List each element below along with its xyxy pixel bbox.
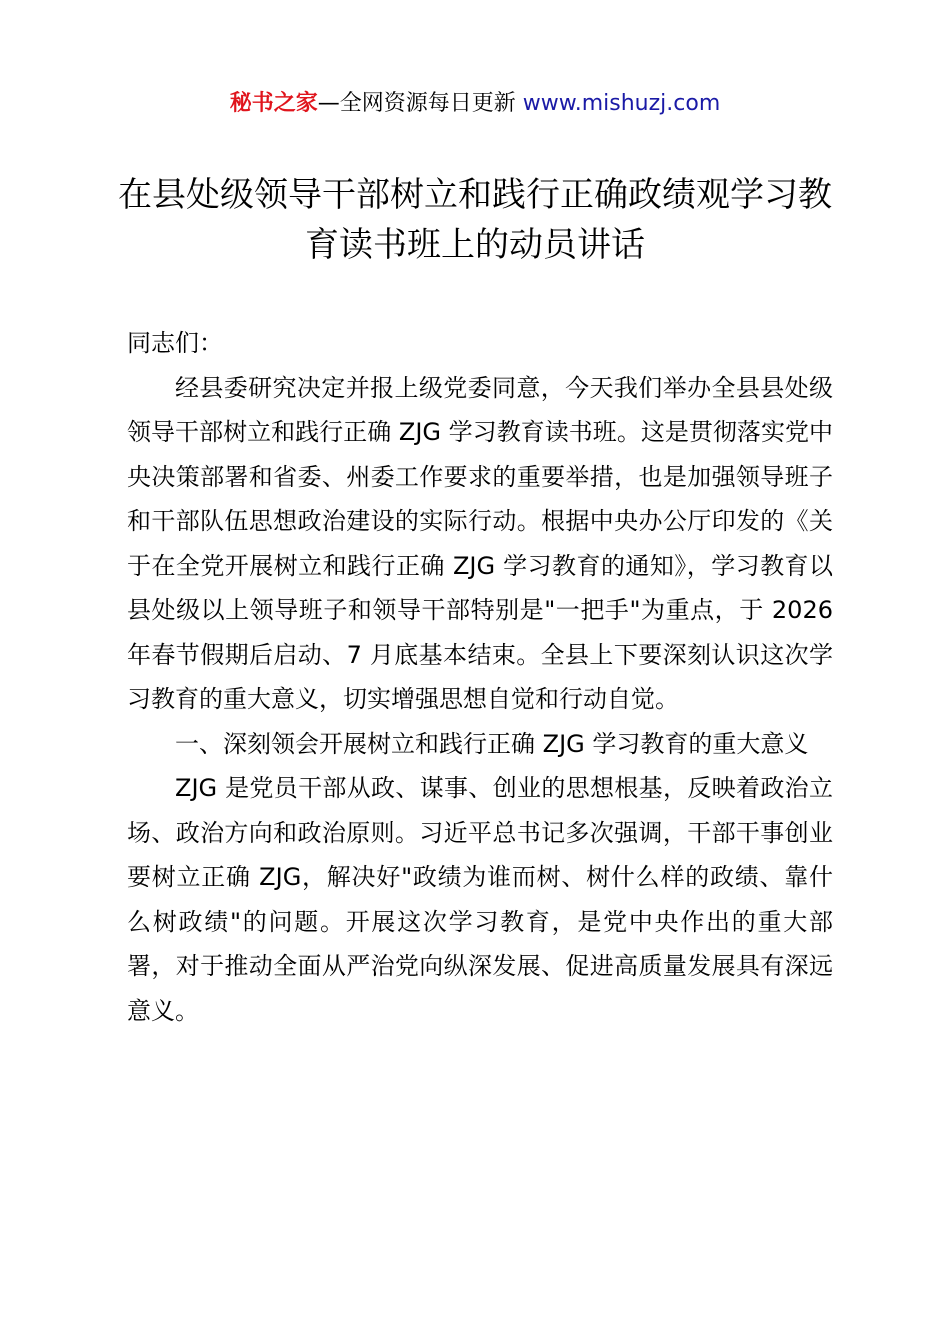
site-url-link[interactable]: www.mishuzj.com	[522, 91, 721, 116]
site-tagline: —全网资源每日更新	[317, 91, 516, 116]
paragraph-section-1: ZJG 是党员干部从政、谋事、创业的思想根基，反映着政治立场、政治方向和政治原则。习近平总书记多次强调，干部干事创业要树立正确 ZJG，解决好"政绩为谁而树、树什么样的政绩、靠什么树政绩"的问题。开展这次学习教育，是党中央作出的重大部署，对于推动全面从严治党向纵深发展、促进高质量发展具有深远意义。	[127, 774, 833, 1025]
section-heading-1: 一、深刻领会开展树立和践行正确 ZJG 学习教育的重大意义	[175, 729, 809, 758]
site-brand: 秘书之家	[229, 91, 318, 116]
paragraph-intro: 经县委研究决定并报上级党委同意，今天我们举办全县县处级领导干部树立和践行正确 ZJG 学习教育读书班。这是贯彻落实党中央决策部署和省委、州委工作要求的重要举措，也是加强领导班子和干部队伍思想政治建设的实际行动。根据中央办公厅印发的《关于在全党开展树立和践行正确 ZJG 学习教育的通知》，学习教育以县处级以上领导班子和领导干部特别是"一把手"为重点，于 2026 年春节假期后启动、7 月底基本结束。全县上下要深刻认识这次学习教育的重大意义，切实增强思想自觉和行动自觉。	[127, 373, 833, 713]
site-header	[0, 88, 950, 120]
salutation: 同志们：	[127, 329, 223, 357]
document-body	[127, 321, 833, 1033]
document-title: 在县处级领导干部树立和践行正确政绩观学习教育读书班上的动员讲话	[118, 175, 832, 265]
